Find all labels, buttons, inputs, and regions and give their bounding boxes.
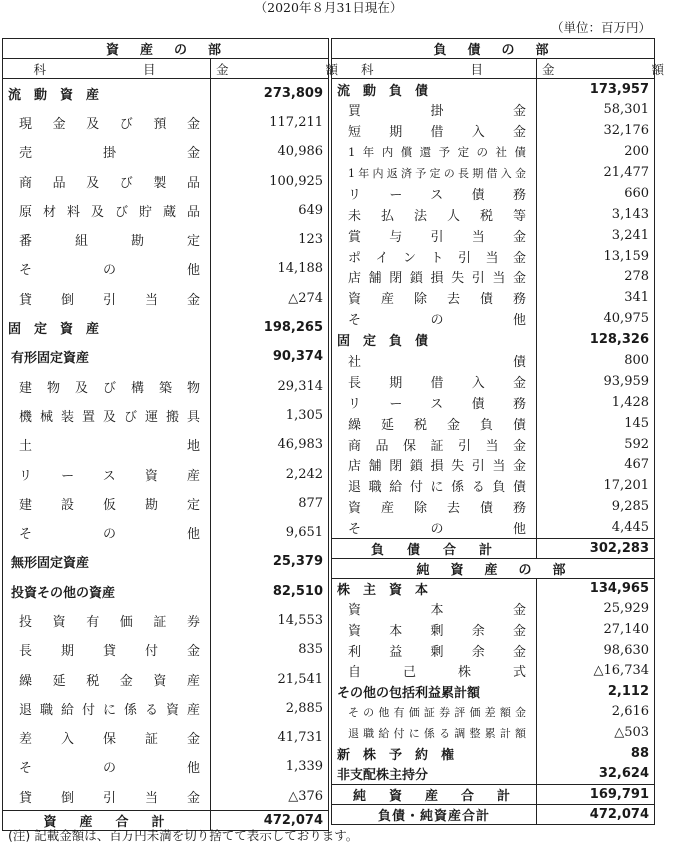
liabilities-item-name: ポイント引当金 xyxy=(332,246,537,267)
liabilities-row xyxy=(332,455,655,476)
liabilities-item-name: 商品保証引当金 xyxy=(332,434,537,455)
liabilities-total-label: 負 債 合 計 xyxy=(332,538,537,558)
liabilities-row xyxy=(332,225,655,246)
assets-row xyxy=(3,459,329,488)
assets-item-name: 番組勘定 xyxy=(3,225,211,254)
liabilities-item-name: 店舗閉鎖損失引当金 xyxy=(332,267,537,288)
liabilities-item-value: 173,957 xyxy=(537,79,655,100)
liabilities-row xyxy=(332,79,655,100)
grand-total-value: 472,074 xyxy=(537,804,655,824)
liabilities-item-value: 200 xyxy=(537,141,655,162)
liabilities-row xyxy=(332,475,655,496)
assets-row xyxy=(3,694,329,723)
net_assets-row xyxy=(332,702,655,723)
liabilities-item-name: 長期借入金 xyxy=(332,371,537,392)
assets-row xyxy=(3,547,329,576)
assets-item-name: 長期貸付金 xyxy=(3,635,211,664)
liabilities-row xyxy=(332,329,655,350)
liabilities-item-name: 店舗閉鎖損失引当金 xyxy=(332,455,537,476)
liabilities-item-value: 3,143 xyxy=(537,204,655,225)
assets-item-value: 877 xyxy=(211,489,329,518)
assets-item-value: 835 xyxy=(211,635,329,664)
assets-item-value: 1,305 xyxy=(211,401,329,430)
liabilities-item-value: 21,477 xyxy=(537,162,655,183)
liabilities-item-value: 3,241 xyxy=(537,225,655,246)
net_assets-row xyxy=(332,763,655,784)
liabilities-item-name: 賞与引当金 xyxy=(332,225,537,246)
liabilities-item-name: 買掛金 xyxy=(332,99,537,120)
assets-item-value: 1,339 xyxy=(211,752,329,781)
liabilities-row xyxy=(332,183,655,204)
net_assets-item-name: 退職給付に係る調整累計額 xyxy=(332,722,537,743)
net_assets-row xyxy=(332,599,655,620)
liabilities-item-value: 660 xyxy=(537,183,655,204)
liabilities-item-value: 32,176 xyxy=(537,120,655,141)
assets-item-value: 117,211 xyxy=(211,108,329,137)
liabilities-row xyxy=(332,517,655,538)
assets-row xyxy=(3,664,329,693)
liabilities-rows xyxy=(332,79,655,539)
assets-item-value: 14,188 xyxy=(211,254,329,283)
liabilities-item-value: 467 xyxy=(537,455,655,476)
liabilities-section-header: 負 債 の 部 xyxy=(332,39,655,59)
assets-item-name: 貸倒引当金 xyxy=(3,782,211,811)
assets-item-name: 機械装置及び運搬具 xyxy=(3,401,211,430)
assets-item-name: 無形固定資産 xyxy=(3,547,211,576)
net_assets-row xyxy=(332,578,655,599)
assets-col-amount: 金 額 xyxy=(211,59,329,79)
liabilities-row xyxy=(332,141,655,162)
net_assets-item-name: 自己株式 xyxy=(332,660,537,681)
net_assets-item-name: 利益剰余金 xyxy=(332,640,537,661)
liabilities-row xyxy=(332,267,655,288)
liabilities-row xyxy=(332,350,655,371)
assets-row xyxy=(3,225,329,254)
liabilities-item-name: 資産除去債務 xyxy=(332,496,537,517)
liabilities-item-name: その他 xyxy=(332,517,537,538)
assets-item-value: 273,809 xyxy=(211,79,329,108)
net_assets-item-value: 32,624 xyxy=(537,763,655,784)
assets-item-value: 29,314 xyxy=(211,371,329,400)
assets-row xyxy=(3,108,329,137)
assets-row xyxy=(3,577,329,606)
liabilities-item-value: 341 xyxy=(537,287,655,308)
liabilities-item-name: 流 動 負 債 xyxy=(332,79,537,100)
assets-item-value: 198,265 xyxy=(211,313,329,342)
liabilities-item-value: 4,445 xyxy=(537,517,655,538)
liabilities-col-item: 科 目 xyxy=(332,59,537,79)
assets-item-name: 原材料及び貯蔵品 xyxy=(3,196,211,225)
assets-item-name: 土地 xyxy=(3,430,211,459)
liabilities-item-value: 40,975 xyxy=(537,308,655,329)
liabilities-item-value: 145 xyxy=(537,413,655,434)
assets-item-name: その他 xyxy=(3,518,211,547)
assets-item-name: その他 xyxy=(3,752,211,781)
net_assets-item-value: 98,630 xyxy=(537,640,655,661)
assets-row xyxy=(3,284,329,313)
liabilities-item-name: その他 xyxy=(332,308,537,329)
net-assets-rows xyxy=(332,578,655,784)
liabilities-item-value: 13,159 xyxy=(537,246,655,267)
assets-item-value: 21,541 xyxy=(211,664,329,693)
assets-item-name: 差入保証金 xyxy=(3,723,211,752)
assets-item-value: △274 xyxy=(211,284,329,313)
liabilities-item-value: 93,959 xyxy=(537,371,655,392)
assets-col-item: 科 目 xyxy=(3,59,211,79)
liabilities-row xyxy=(332,413,655,434)
liabilities-item-name: 1年内返済予定の長期借入金 xyxy=(332,162,537,183)
assets-section-header: 資 産 の 部 xyxy=(3,39,329,59)
liabilities-row xyxy=(332,162,655,183)
liabilities-item-name: 社債 xyxy=(332,350,537,371)
net_assets-item-value: 2,112 xyxy=(537,681,655,702)
assets-item-value: 41,731 xyxy=(211,723,329,752)
liabilities-item-value: 592 xyxy=(537,434,655,455)
assets-item-name: 固 定 資 産 xyxy=(3,313,211,342)
assets-row xyxy=(3,254,329,283)
assets-item-name: 建設仮勘定 xyxy=(3,489,211,518)
assets-row xyxy=(3,635,329,664)
assets-item-name: リース資産 xyxy=(3,459,211,488)
net_assets-item-value: 134,965 xyxy=(537,578,655,599)
liabilities-item-name: リース債務 xyxy=(332,183,537,204)
net_assets-row xyxy=(332,743,655,764)
liabilities-item-value: 800 xyxy=(537,350,655,371)
assets-item-value: 14,553 xyxy=(211,606,329,635)
assets-item-value: 25,379 xyxy=(211,547,329,576)
assets-item-name: 流 動 資 産 xyxy=(3,79,211,108)
net-assets-section-header: 純 資 産 の 部 xyxy=(332,558,655,578)
liabilities-item-name: 退職給付に係る負債 xyxy=(332,475,537,496)
grand-total-label: 負債・純資産合計 xyxy=(332,804,537,824)
liabilities-total-value: 302,283 xyxy=(537,538,655,558)
assets-item-value: 123 xyxy=(211,225,329,254)
assets-item-value: 2,242 xyxy=(211,459,329,488)
assets-item-value: 40,986 xyxy=(211,137,329,166)
net_assets-item-value: 25,929 xyxy=(537,599,655,620)
assets-row xyxy=(3,342,329,371)
liabilities-row xyxy=(332,371,655,392)
assets-row xyxy=(3,371,329,400)
assets-row xyxy=(3,430,329,459)
net-assets-total-value: 169,791 xyxy=(537,784,655,804)
liabilities-item-name: 1年内償還予定の社債 xyxy=(332,141,537,162)
assets-item-name: 貸倒引当金 xyxy=(3,284,211,313)
liabilities-item-value: 9,285 xyxy=(537,496,655,517)
net_assets-row xyxy=(332,722,655,743)
liabilities-item-value: 128,326 xyxy=(537,329,655,350)
liabilities-item-name: 未払法人税等 xyxy=(332,204,537,225)
assets-item-name: 退職給付に係る資産 xyxy=(3,694,211,723)
liabilities-item-value: 17,201 xyxy=(537,475,655,496)
liabilities-item-name: リース債務 xyxy=(332,392,537,413)
liabilities-item-value: 58,301 xyxy=(537,99,655,120)
net_assets-item-value: 2,616 xyxy=(537,702,655,723)
assets-rows xyxy=(3,79,329,811)
assets-item-value: 100,925 xyxy=(211,166,329,195)
footnote: (注) 記載金額は、百万円未満を切り捨てて表示しております。 xyxy=(8,828,359,843)
net_assets-item-name: 資本剰余金 xyxy=(332,619,537,640)
assets-row xyxy=(3,489,329,518)
assets-item-name: 有形固定資産 xyxy=(3,342,211,371)
liabilities-item-name: 資産除去債務 xyxy=(332,287,537,308)
assets-item-name: 投資その他の資産 xyxy=(3,577,211,606)
assets-item-name: 建物及び構築物 xyxy=(3,371,211,400)
date-line: （2020年８月31日現在） xyxy=(254,0,403,15)
liabilities-row xyxy=(332,99,655,120)
assets-table xyxy=(2,38,363,831)
assets-row xyxy=(3,401,329,430)
liabilities-row xyxy=(332,246,655,267)
net_assets-item-name: 資本金 xyxy=(332,599,537,620)
assets-item-value: 649 xyxy=(211,196,329,225)
assets-row xyxy=(3,723,329,752)
net_assets-row xyxy=(332,640,655,661)
liabilities-row xyxy=(332,434,655,455)
assets-item-value: 90,374 xyxy=(211,342,329,371)
assets-item-value: 9,651 xyxy=(211,518,329,547)
liabilities-row xyxy=(332,287,655,308)
net_assets-item-name: 非支配株主持分 xyxy=(332,763,537,784)
net_assets-item-name: 株 主 資 本 xyxy=(332,578,537,599)
assets-row xyxy=(3,137,329,166)
assets-item-name: 商品及び製品 xyxy=(3,166,211,195)
assets-item-name: 繰延税金資産 xyxy=(3,664,211,693)
liabilities-row xyxy=(332,204,655,225)
net_assets-item-value: △16,734 xyxy=(537,660,655,681)
net_assets-item-value: 88 xyxy=(537,743,655,764)
net_assets-item-name: その他有価証券評価差額金 xyxy=(332,702,537,723)
net_assets-row xyxy=(332,660,655,681)
assets-row xyxy=(3,782,329,811)
assets-item-name: 売掛金 xyxy=(3,137,211,166)
assets-row xyxy=(3,313,329,342)
net_assets-row xyxy=(332,619,655,640)
liabilities-item-name: 短期借入金 xyxy=(332,120,537,141)
net_assets-item-name: その他の包括利益累計額 xyxy=(332,681,537,702)
liabilities-row xyxy=(332,308,655,329)
liabilities-item-name: 固 定 負 債 xyxy=(332,329,537,350)
assets-row xyxy=(3,166,329,195)
assets-row xyxy=(3,196,329,225)
net_assets-item-value: △503 xyxy=(537,722,655,743)
liabilities-row xyxy=(332,392,655,413)
assets-item-name: 投資有価証券 xyxy=(3,606,211,635)
liabilities-table xyxy=(331,38,688,825)
liabilities-item-name: 繰延税金負債 xyxy=(332,413,537,434)
assets-row xyxy=(3,79,329,108)
assets-item-name: その他 xyxy=(3,254,211,283)
unit-label: （単位：百万円） xyxy=(550,20,651,35)
assets-total-value: 472,074 xyxy=(211,811,329,831)
liabilities-row xyxy=(332,496,655,517)
assets-row xyxy=(3,606,329,635)
assets-row xyxy=(3,518,329,547)
liabilities-row xyxy=(332,120,655,141)
liabilities-item-value: 1,428 xyxy=(537,392,655,413)
assets-item-value: 2,885 xyxy=(211,694,329,723)
net_assets-item-value: 27,140 xyxy=(537,619,655,640)
assets-item-value: 82,510 xyxy=(211,577,329,606)
assets-item-value: 46,983 xyxy=(211,430,329,459)
liabilities-item-value: 278 xyxy=(537,267,655,288)
assets-item-value: △376 xyxy=(211,782,329,811)
net_assets-item-name: 新 株 予 約 権 xyxy=(332,743,537,764)
net-assets-total-label: 純 資 産 合 計 xyxy=(332,784,537,804)
assets-row xyxy=(3,752,329,781)
assets-item-name: 現金及び預金 xyxy=(3,108,211,137)
net_assets-row xyxy=(332,681,655,702)
liabilities-col-amount: 金 額 xyxy=(537,59,655,79)
assets-total-label: 資 産 合 計 xyxy=(3,811,211,831)
